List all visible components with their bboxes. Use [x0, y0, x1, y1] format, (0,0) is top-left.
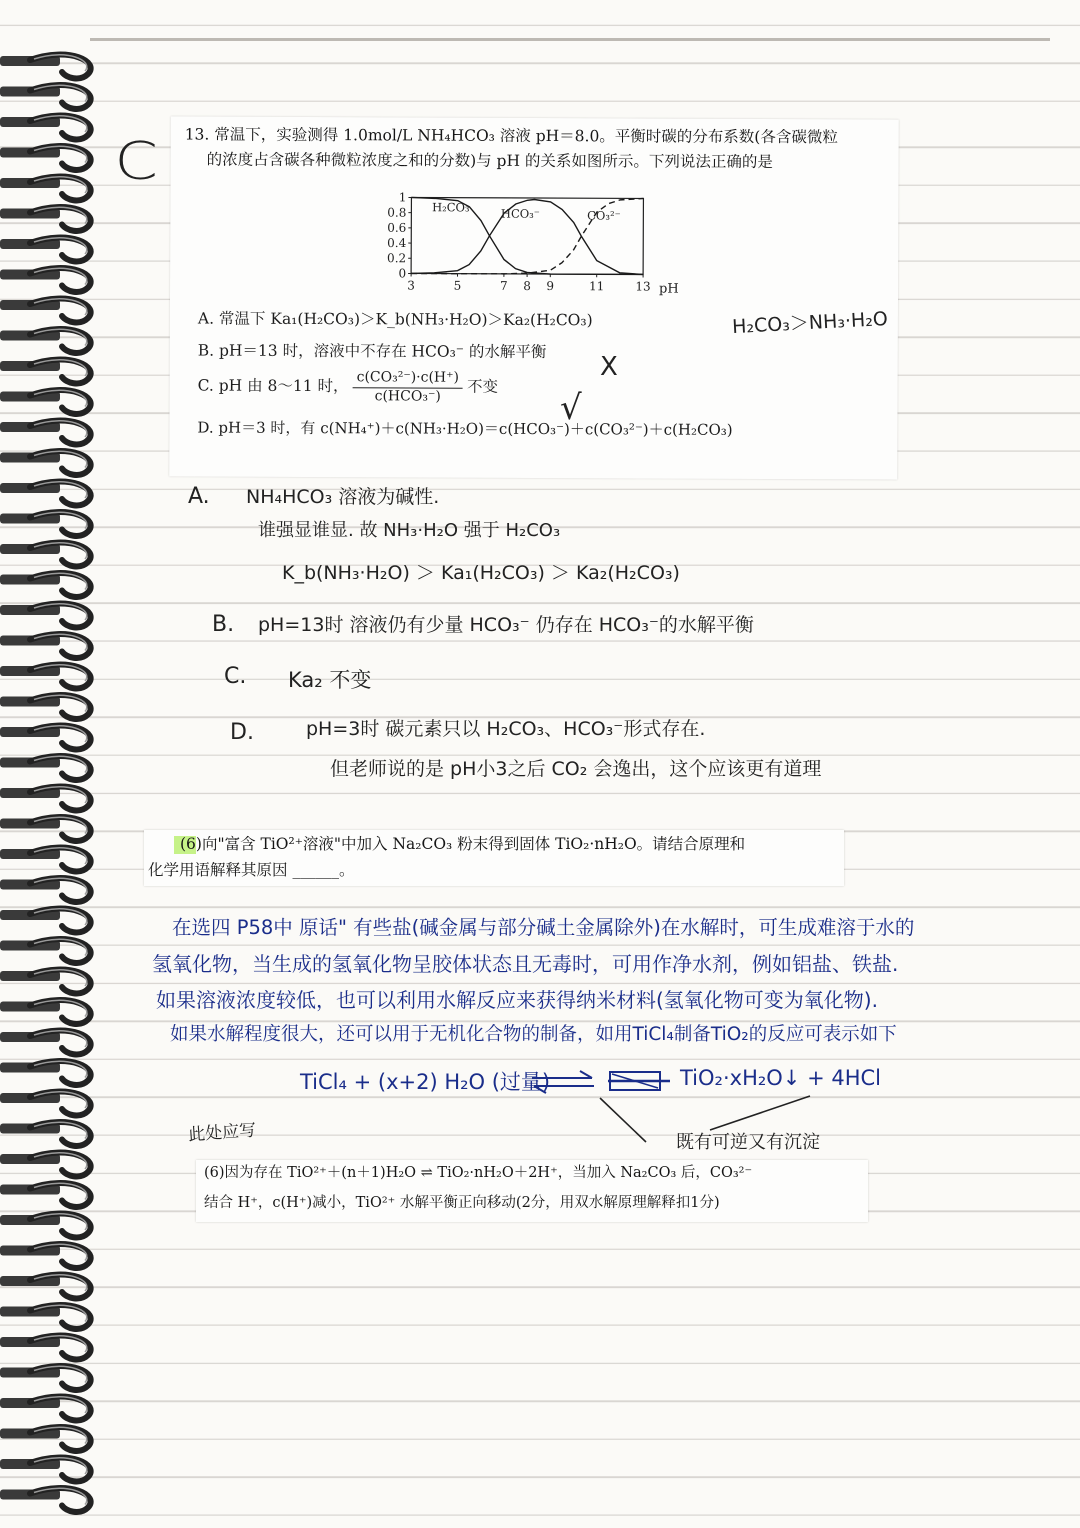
x-tick-label: 3 — [407, 278, 415, 293]
side-note-comparison: H₂CO₃＞NH₃·H₂O — [731, 307, 889, 339]
note-line-1: 在选四 P58中 原话" 有些盐(碱金属与部分碱土金属除外)在水解时，可生成难溶于水的 — [172, 916, 915, 939]
mark-option-c: √ — [560, 388, 582, 428]
x-tick-label: 11 — [588, 279, 605, 294]
analysis-d-label: D. — [230, 720, 254, 745]
answer-mark-c: C — [114, 132, 158, 192]
x-axis-label: pH — [659, 281, 679, 297]
analysis-b-line: pH=13时 溶液仍有少量 HCO₃⁻ 仍存在 HCO₃⁻的水解平衡 — [258, 614, 754, 636]
x-tick-label: 8 — [523, 278, 531, 293]
answer-6-clipping — [196, 1160, 868, 1222]
x-tick-label: 9 — [546, 279, 555, 294]
analysis-d-line-2: 但老师说的是 pH小3之后 CO₂ 会逸出，这个应该更有道理 — [330, 758, 822, 780]
analysis-c-label: C. — [224, 664, 247, 689]
equation-right: TiO₂·xH₂O↓ + 4HCl — [680, 1066, 881, 1090]
analysis-a-line-1: NH₄HCO₃ 溶液为碱性. — [246, 486, 440, 508]
analysis-c-line: Ka₂ 不变 — [288, 668, 372, 692]
distribution-chart — [375, 189, 679, 310]
y-tick-label: 1 — [398, 190, 407, 205]
spiral-binding — [0, 0, 120, 1528]
x-tick-label: 5 — [453, 278, 462, 293]
x-tick-label: 7 — [500, 278, 508, 293]
y-tick-label: 0 — [398, 266, 407, 281]
option-c-numerator: c(CO₃²⁻)·c(H⁺) — [353, 369, 463, 388]
question-6-line-2: 化学用语解释其原因 — [148, 861, 288, 879]
series-label-1: HCO₃⁻ — [500, 206, 540, 221]
series-label-0: H₂CO₃ — [432, 200, 470, 215]
question-13-line-2: 的浓度占含碳各种微粒浓度之和的分数)与 pH 的关系如图所示。下列说法正确的是 — [206, 150, 773, 171]
option-b: B. pH＝13 时，溶液中不存在 HCO₃⁻ 的水解平衡 — [197, 341, 547, 362]
option-c-denominator: c(HCO₃⁻) — [374, 387, 441, 405]
mark-option-b: X — [600, 352, 618, 382]
analysis-a-label: A. — [188, 484, 210, 509]
analysis-d-line-1: pH=3时 碳元素只以 H₂CO₃、HCO₃⁻形式存在. — [306, 718, 706, 740]
note-reversible-and-precipitate: 既有可逆又有沉淀 — [676, 1132, 820, 1153]
question-6-line-1: (6)向"富含 TiO²⁺溶液"中加入 Na₂CO₃ 粉末得到固体 TiO₂·nH₂O。请结合原理和 — [180, 835, 746, 853]
question-6-clipping — [144, 830, 844, 886]
option-d: D. pH＝3 时，有 c(NH₄⁺)＋c(NH₃·H₂O)＝c(HCO₃⁻)＋c(CO₃²⁻)＋c(H₂CO₃) — [197, 418, 733, 439]
y-tick-label: 0.6 — [387, 220, 407, 235]
note-line-3: 如果溶液浓度较低，也可以利用水解反应来获得纳米材料(氢氧化物可变为氧化物). — [156, 988, 878, 1012]
note-line-4: 如果水解程度很大，还可以用于无机化合物的制备，如用TiCl₄制备TiO₂的反应可表示如下 — [170, 1024, 897, 1045]
note-write-here: 此处应写 — [187, 1120, 257, 1146]
question-13-line-1: 13. 常温下，实验测得 1.0mol/L NH₄HCO₃ 溶液 pH＝8.0。平衡时碳的分布系数(各含碳微粒 — [184, 125, 838, 147]
option-c — [198, 369, 499, 406]
series-label-2: CO₃²⁻ — [587, 208, 621, 223]
option-c-suffix: 不变 — [466, 377, 499, 396]
analysis-b-label: B. — [212, 612, 235, 637]
note-line-2: 氢氧化物，当生成的氢氧化物呈胶体状态且无毒时，可用作净水剂，例如铝盐、铁盐. — [152, 952, 899, 976]
answer-6-line-1: (6)因为存在 TiO²⁺＋(n＋1)H₂O ⇌ TiO₂·nH₂O＋2H⁺，当加入 Na₂CO₃ 后，CO₃²⁻ — [204, 1165, 753, 1181]
page-top-edge — [90, 38, 1050, 41]
equation-left: TiCl₄ + (x+2) H₂O (过量) — [300, 1070, 551, 1094]
question-6-blank: ______。 — [292, 861, 355, 879]
answer-6-line-2: 结合 H⁺，c(H⁺)减小，TiO²⁺ 水解平衡正向移动(2分，用双水解原理解释扣1分) — [204, 1195, 720, 1211]
y-tick-label: 0.4 — [387, 235, 407, 251]
y-tick-label: 0.2 — [387, 251, 407, 266]
analysis-a-line-3: K_b(NH₃·H₂O) ＞ Ka₁(H₂CO₃) ＞ Ka₂(H₂CO₃) — [282, 562, 680, 584]
y-tick-label: 0.8 — [387, 205, 407, 220]
x-tick-label: 13 — [635, 279, 651, 294]
option-a: A. 常温下 Ka₁(H₂CO₃)＞K_b(NH₃·H₂O)＞Ka₂(H₂CO₃) — [197, 309, 593, 330]
analysis-a-line-2: 谁强显谁显. 故 NH₃·H₂O 强于 H₂CO₃ — [258, 520, 561, 541]
option-c-prefix: C. pH 由 8～11 时， — [197, 376, 349, 396]
question-13-clipping — [169, 116, 899, 479]
option-c-fraction — [352, 369, 463, 405]
